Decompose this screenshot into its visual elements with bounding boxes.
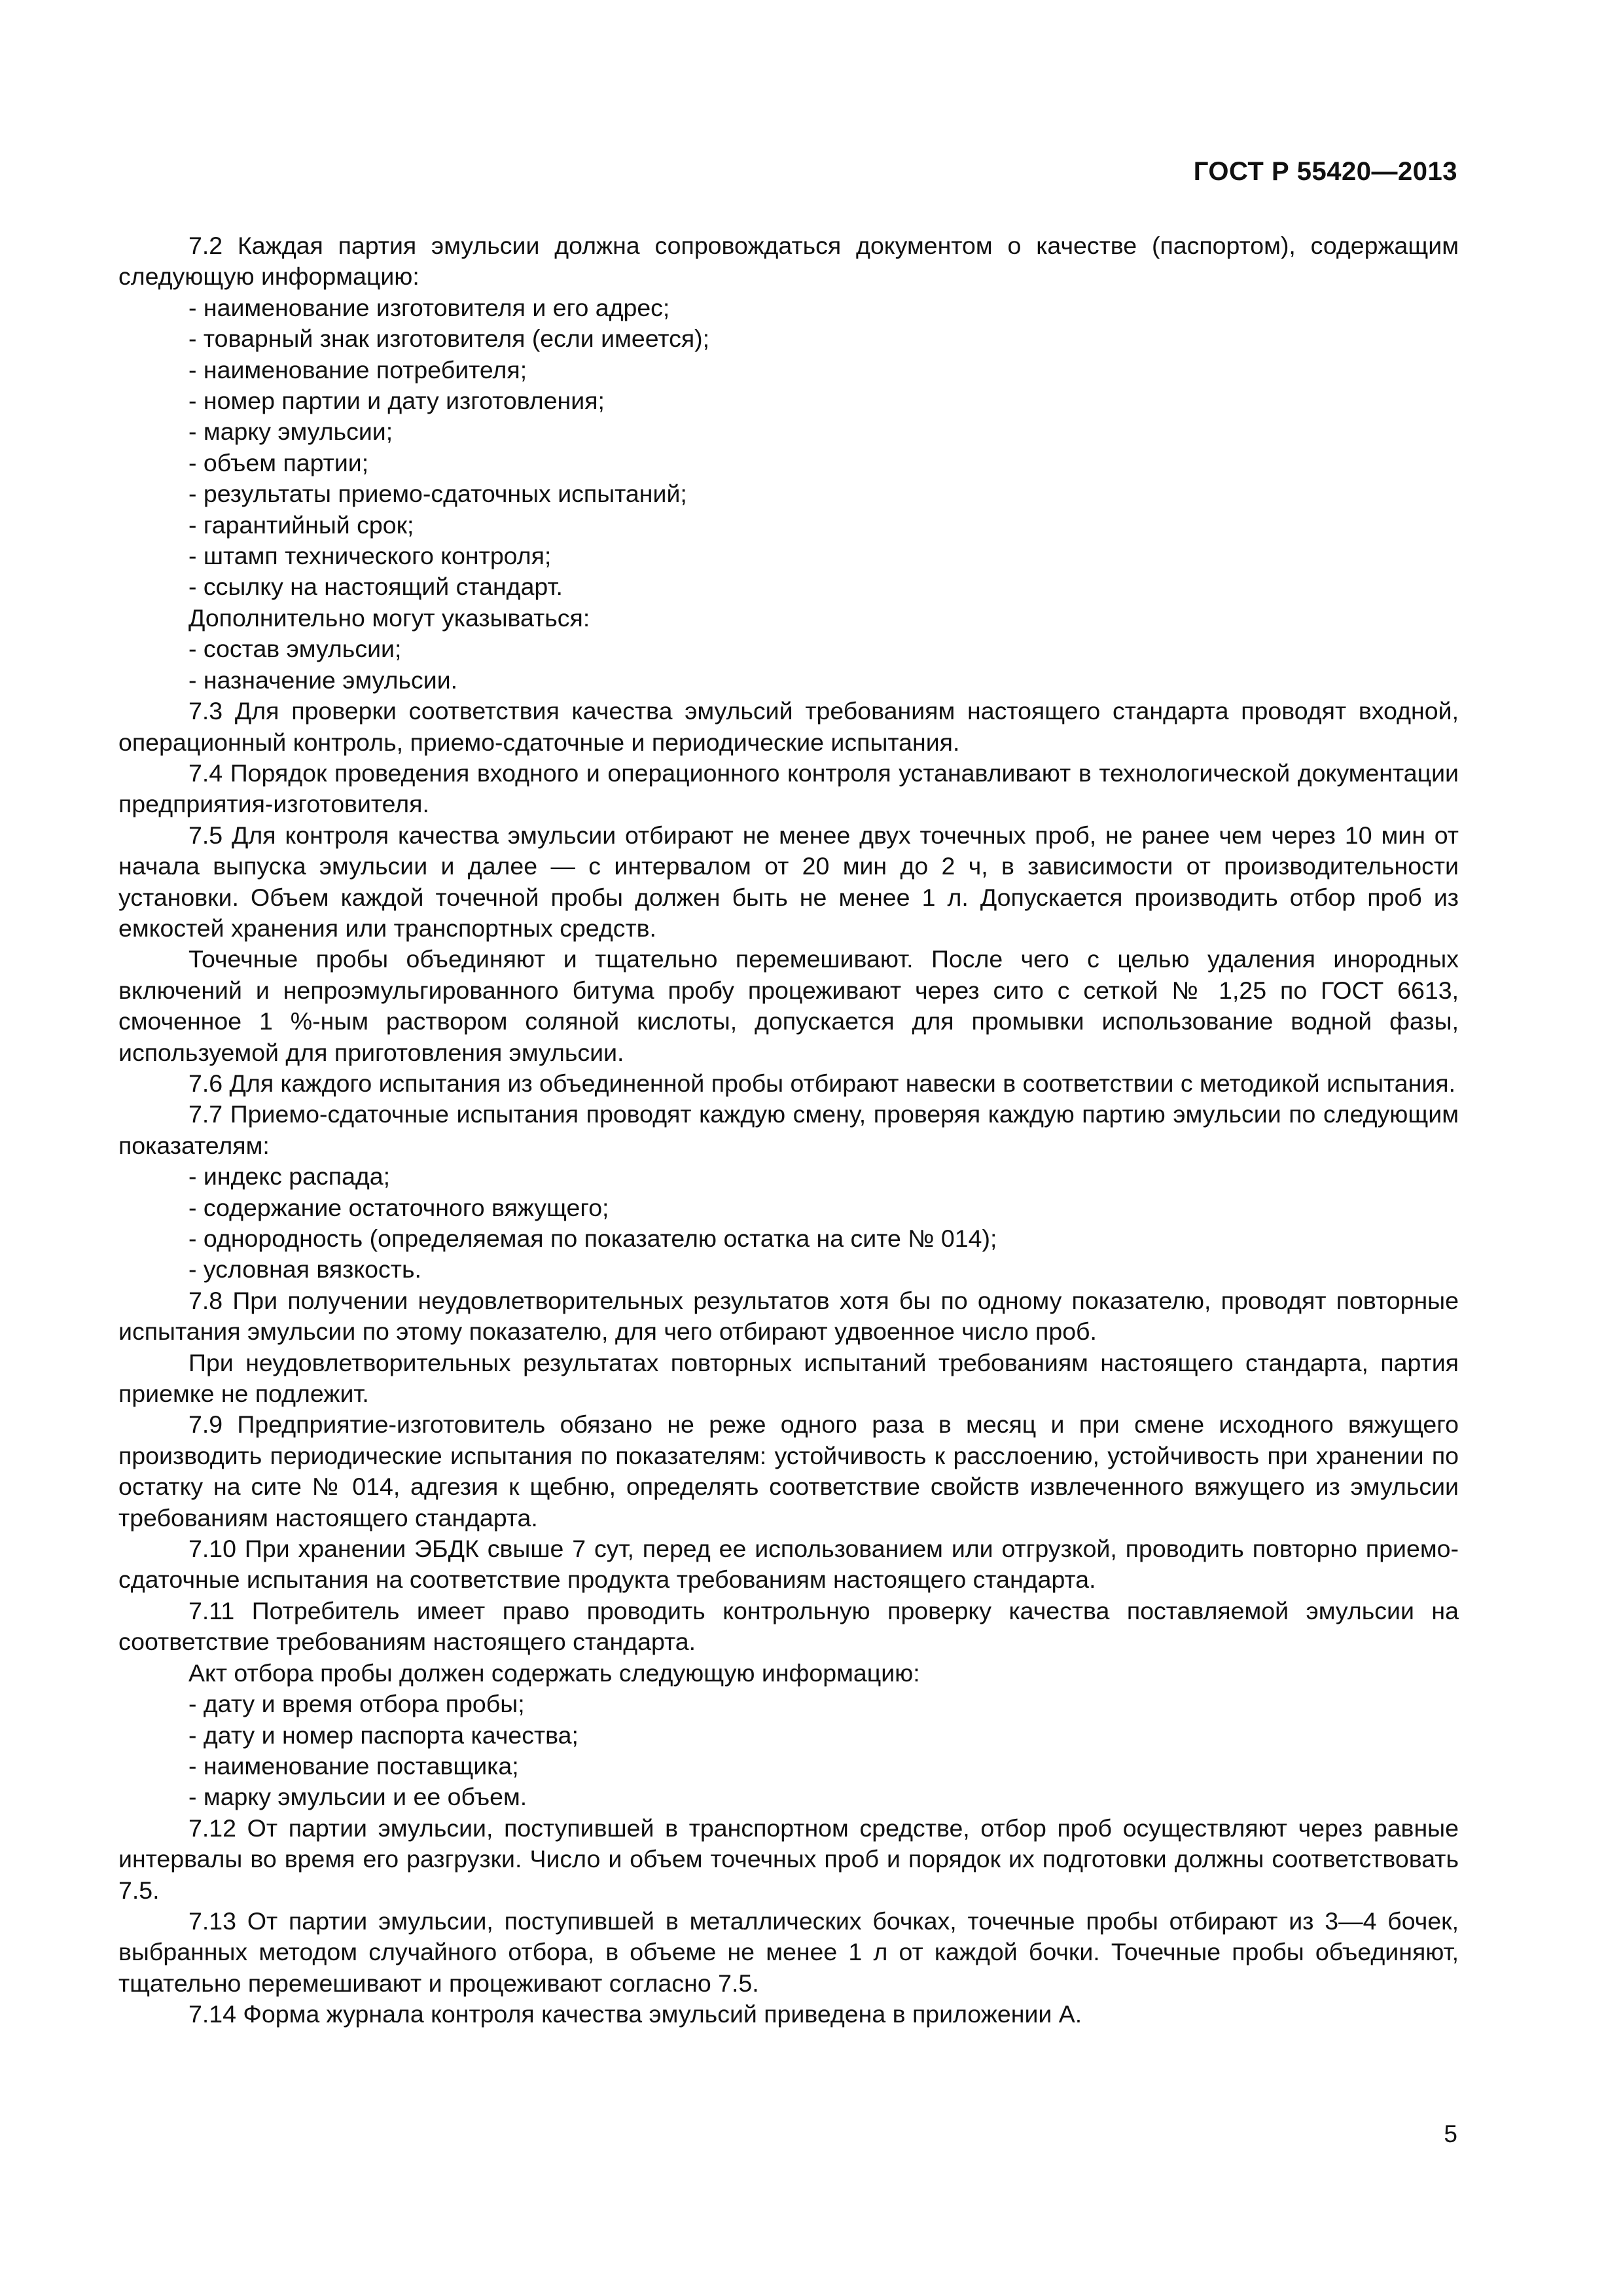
list-item: - содержание остаточного вяжущего; (188, 1193, 609, 1221)
paragraph: 7.5 Для контроля качества эмульсии отбирают не менее двух точечных проб, не ранее чем через 10 мин от начала выпуска эмульсии и далее — с интервалом от 20 мин до 2 ч, в зависимости от производительности установки. Объем каждой точечной пробы должен быть не менее 1 л. Допускается производить отбор проб из емкостей хранения или транспортных средств. (118, 821, 1459, 942)
list-item: - наименование потребителя; (188, 355, 527, 384)
list-item: - марку эмульсии; (188, 418, 393, 446)
paragraph: 7.6 Для каждого испытания из объединенной пробы отбирают навески в соответствии с методикой испытания. (188, 1069, 1456, 1097)
text-line: Акт отбора пробы должен содержать следующую информацию: (188, 1659, 920, 1687)
list-item: - однородность (определяемая по показателю остатка на сите № 014); (188, 1225, 997, 1252)
paragraph: 7.4 Порядок проведения входного и операционного контроля устанавливают в технологической документации предприятия-изготовителя. (118, 759, 1459, 818)
paragraph: 7.10 При хранении ЭБДК свыше 7 сут, перед ее использованием или отгрузкой, проводить повторно приемо-сдаточные испытания на соответствие продукта требованиям настоящего стандарта. (118, 1535, 1459, 1594)
paragraph: 7.13 От партии эмульсии, поступившей в металлических бочках, точечные пробы отбирают из 3—4 бочек, выбранных методом случайного отбора, в объеме не менее 1 л от каждой бочки. Точечные пробы объединяют, тщательно перемешивают и процеживают согласно 7.5. (118, 1907, 1459, 1997)
list-item: - результаты приемо-сдаточных испытаний; (188, 480, 687, 508)
list-item: - наименование поставщика; (188, 1751, 519, 1780)
list-item: - назначение эмульсии. (188, 666, 458, 694)
paragraph: 7.9 Предприятие-изготовитель обязано не реже одного раза в месяц и при смене исходного вяжущего производить периодические испытания по показателям: устойчивость к расслоению, устойчивость при хранении по остатку на сите № 014, адгезия к щебню, определять соответствие свойств извлеченного вяжущего из эмульсии требованиям настоящего стандарта. (118, 1410, 1459, 1532)
list-item: - марку эмульсии и ее объем. (188, 1783, 527, 1811)
paragraph: 7.2 Каждая партия эмульсии должна сопровождаться документом о качестве (паспортом), содержащим следующую информацию: (118, 232, 1459, 291)
list-item: - номер партии и дату изготовления; (188, 387, 605, 415)
paragraph: 7.11 Потребитель имеет право проводить контрольную проверку качества поставляемой эмульсии на соответствие требованиям настоящего стандарта. (118, 1596, 1459, 1656)
paragraph: При неудовлетворительных результатах повторных испытаний требованиям настоящего стандарта, партия приемке не подлежит. (118, 1348, 1459, 1408)
document-header: ГОСТ Р 55420—2013 (1193, 157, 1457, 186)
paragraph: 7.3 Для проверки соответствия качества эмульсий требованиям настоящего стандарта проводят входной, операционный контроль, приемо-сдаточные и периодические испытания. (118, 697, 1459, 756)
document-body (118, 230, 1459, 2030)
list-item: - наименование изготовителя и его адрес; (188, 293, 670, 321)
list-item: - объем партии; (188, 448, 369, 476)
paragraph: 7.14 Форма журнала контроля качества эмульсий приведена в приложении А. (188, 2000, 1082, 2028)
paragraph: 7.12 От партии эмульсии, поступившей в транспортном средстве, отбор проб осуществляют через равные интервалы во время его разгрузки. Число и объем точечных проб и порядок их подготовки должны соответствовать 7.5. (118, 1814, 1459, 1904)
list-item: - индекс распада; (188, 1162, 391, 1191)
list-item: - товарный знак изготовителя (если имеется); (188, 325, 710, 353)
paragraph: Точечные пробы объединяют и тщательно перемешивают. После чего с целью удаления инородных включений и непроэмульгированного битума пробу процеживают через сито с сеткой № 1,25 по ГОСТ 6613, смоченное 1 %-ным раствором соляной кислоты, допускается для промывки использование водной фазы, используемой для приготовления эмульсии. (118, 945, 1459, 1066)
text-line: Дополнительно могут указываться: (188, 603, 590, 632)
list-item: - дату и номер паспорта качества; (188, 1721, 579, 1749)
list-item: - условная вязкость. (188, 1255, 421, 1283)
paragraph: 7.7 Приемо-сдаточные испытания проводят каждую смену, проверяя каждую партию эмульсии по следующим показателям: (118, 1100, 1459, 1159)
list-item: - дату и время отбора пробы; (188, 1690, 525, 1718)
page-number: 5 (1444, 2121, 1457, 2147)
list-item: - состав эмульсии; (188, 635, 402, 663)
list-item: - штамп технического контроля; (188, 542, 552, 570)
list-item: - ссылку на настоящий стандарт. (188, 573, 563, 601)
paragraph: 7.8 При получении неудовлетворительных результатов хотя бы по одному показателю, проводят повторные испытания эмульсии по этому показателю, для чего отбирают удвоенное число проб. (118, 1286, 1459, 1346)
list-item: - гарантийный срок; (188, 511, 414, 539)
